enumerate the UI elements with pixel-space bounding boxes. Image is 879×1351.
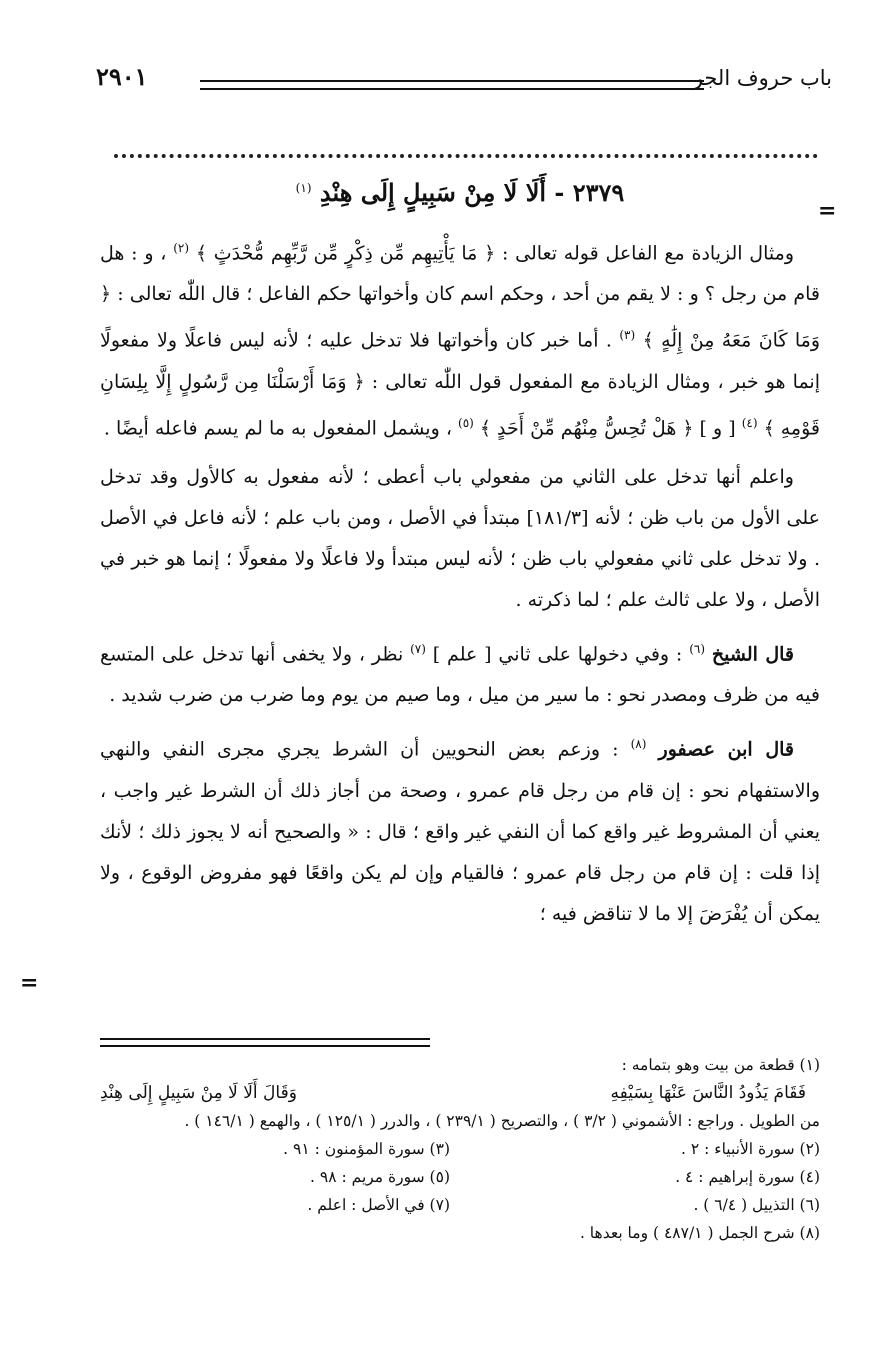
book-page — [96, 48, 832, 1308]
footnote-ref-2: (٢) — [173, 241, 190, 255]
footnote-ref-4: (٤) — [741, 415, 758, 430]
chapter-title: باب حروف الجر — [692, 66, 832, 90]
footnote-5: (٥) سورة مريم : ٩٨ . — [310, 1168, 450, 1186]
paragraph-2: واعلم أنها تدخل على الثاني من مفعولي باب أعطى ؛ لأنه مفعول به كالأول وقد تدخل على الأول من باب ظن ؛ لأنه [١٨١/٣] مبتدأ في الأصل ، ومن باب علم ؛ لأنه فاعل في الأصل . ولا تدخل على ثاني مفعولي باب ظن ؛ لأنه ليس مبتدأ ولا فاعلًا ولا مفعولًا ؛ إنما هو خبر في الأصل ، ولا على ثالث علم ؛ لما ذكرته . — [100, 465, 820, 611]
paragraph-1-text-b: ، و : هل قام من رجل ؟ و : لا يقم من أحد ، وحكم اسم كان وأخواتها حكم الفاعل ؛ قال اللّٰه تعالى : ﴿ وَمَا كَانَ مَعَهُ مِنْ إِلَٰهٍ ﴾ — [100, 242, 821, 352]
footnotes-grid — [100, 1135, 820, 1219]
paragraph-4-lead: قال ابن عصفور — [658, 738, 794, 761]
footnote-ref-8: (٨) — [630, 737, 647, 752]
paragraph-3-lead: قال الشيخ — [711, 643, 795, 666]
paragraph-1-text-e: ، ويشمل المفعول به ما لم يسم فاعله أيضًا . — [103, 416, 452, 439]
page-number: ٢٩٠١ — [96, 62, 148, 91]
entry-verse: أَلَا لَا مِنْ سَبِيلٍ إِلَى هِنْدِ — [319, 178, 547, 207]
footnote-4: (٤) سورة إبراهيم : ٤ . — [675, 1168, 820, 1186]
footnote-ref-6: (٦) — [689, 641, 706, 656]
footnote-ref-1: (١) — [295, 181, 312, 195]
paragraph-3 — [100, 629, 820, 716]
footnote-8: (٨) شرح الجمل ( ٤٨٧/١ ) وما بعدها . — [579, 1224, 820, 1242]
paragraph-1-text-d: [ و ] ﴿ هَلْ تُحِسُّ مِنْهُم مِّنْ أَحَدٍ ﴾ — [479, 416, 736, 439]
paragraph-4-text-a: : وزعم بعض النحويين أن الشرط يجري مجرى النفي والنهي والاستفهام نحو : إن قام من رجل قام عمرو ، وصحة من أجاز ذلك أن الشرط غير واجب ، يعني أن المشروط غير واقع كما أن النفي غير واقع ؛ قال : « والصحيح أنه لا يجوز ذلك ؛ لأنك إذا قلت : إن قام من رجل قام عمرو ؛ فالقيام وإن لم يكن واقعًا فهو مفروض الوقوع ، ولا يمكن أن يُفْرَضَ إلا ما لا تناقض فيه ؛ — [100, 738, 820, 925]
footnote-separator — [100, 1038, 430, 1047]
paragraph-4 — [100, 724, 820, 934]
dotted-separator — [114, 140, 818, 158]
footnote-1-verse-first-hemistich: فَقَامَ يَذُودُ النَّاسَ عَنْهَا بِسَيْفِهِ — [610, 1083, 806, 1103]
footnote-1-verse-second-hemistich: وَقَالَ أَلَا لَا مِنْ سَبِيلٍ إِلَى هِنْدِ — [100, 1083, 297, 1103]
running-header — [96, 60, 832, 100]
footnote-6: (٦) التذييل ( ٦/٤ ) . — [693, 1196, 820, 1214]
footnote-ref-7: (٧) — [410, 641, 426, 656]
footnotes — [100, 1051, 820, 1247]
paragraph-1 — [100, 228, 820, 449]
margin-equals-mark-end: = — [20, 970, 39, 996]
footnote-1-intro: (١) قطعة من بيت وهو بتمامه : — [621, 1056, 820, 1074]
paragraph-3-text-b: نظر ، ولا يخفى أنها تدخل على المتسع فيه من ظرف ومصدر نحو : ما سير من ميل ، وما صيم من يوم وما ضرب من ضرب شديد . — [100, 643, 820, 707]
footnote-ref-5: (٥) — [458, 415, 474, 430]
entry-number: ٢٣٧٩ — [572, 178, 625, 207]
paragraph-1-text-a: ومثال الزيادة مع الفاعل قوله تعالى : ﴿ مَا يَأْتِيهِم مِّن ذِكْرٍ مِّن رَّبِّهِم مُّحْدَثٍ ﴾ — [195, 242, 794, 265]
footnote-7: (٧) في الأصل : اعلم . — [307, 1196, 450, 1214]
main-text — [100, 228, 820, 943]
footnote-2: (٢) سورة الأنبياء : ٢ . — [681, 1140, 820, 1158]
paragraph-3-text-a: : وفي دخولها على ثاني [ علم ] — [432, 643, 683, 666]
footnote-1-references: من الطويل . وراجع : الأشموني ( ٣/٢ ) ، والتصريح ( ٢٣٩/١ ) ، والدرر ( ١٢٥/١ ) ، والهمع ( ١٤٦/١ ) . — [184, 1112, 820, 1130]
entry-dash: - — [554, 178, 565, 207]
footnote-ref-3: (٣) — [619, 328, 636, 343]
entry-heading — [100, 178, 820, 207]
margin-equals-mark-entry: = — [818, 198, 837, 224]
footnote-1-verse — [100, 1079, 820, 1107]
paragraph-1-text-c: . أما خبر كان وأخواتها فلا تدخل عليه ؛ لأنه ليس فاعلًا ولا مفعولًا إنما هو خبر ، ومثال الزيادة مع المفعول قول اللّٰه تعالى : ﴿ وَمَا أَرْسَلْنَا مِن رَّسُولٍ إِلَّا بِلِسَانِ قَوْمِهِ ﴾ — [100, 329, 820, 439]
footnote-3: (٣) سورة المؤمنون : ٩١ . — [283, 1140, 450, 1158]
header-double-rule — [200, 80, 704, 90]
